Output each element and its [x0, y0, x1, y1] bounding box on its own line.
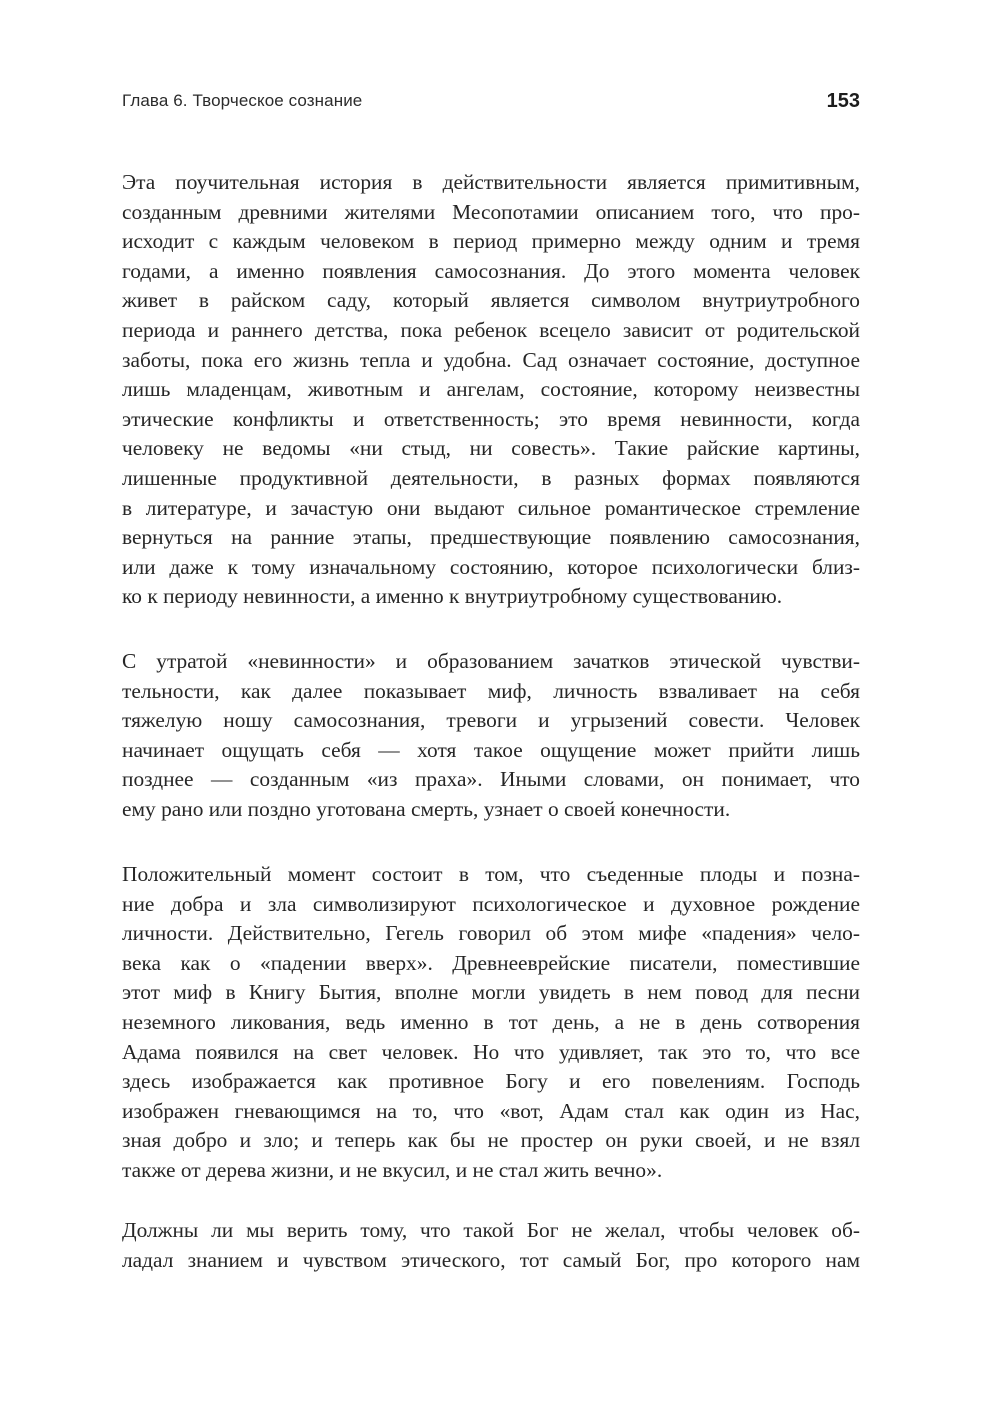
text-line: изображен гневающимся на то, что «вот, Адам стал как один из Нас,: [122, 1098, 860, 1123]
text-line: позднее — созданным «из праха». Иными словами, он понимает, что: [122, 767, 860, 792]
paragraph-1: [122, 168, 860, 612]
text-line: живет в райском саду, который является символом внутриутробного: [122, 288, 860, 313]
paragraph-4: [122, 1216, 860, 1275]
text-line: ему рано или поздно уготована смерть, узнает о своей конечности.: [122, 796, 731, 821]
text-line: тяжелую ношу самосознания, тревоги и угрызений совести. Человек: [122, 708, 860, 733]
text-line: Эта поучительная история в действительности является примитивным,: [122, 170, 860, 194]
text-line: периода и раннего детства, пока ребенок всецело зависит от родительской: [122, 317, 860, 342]
text-line: здесь изображается как противное Богу и его повелениям. Господь: [122, 1069, 860, 1094]
text-line: также от дерева жизни, и не вкусил, и не стал жить вечно».: [122, 1157, 663, 1182]
text-line: начинает ощущать себя — хотя такое ощущение может прийти лишь: [122, 737, 860, 762]
text-line: исходит с каждым человеком в период примерно между одним и тремя: [122, 229, 860, 254]
text-line: ние добра и зла символизируют психологическое и духовное рождение: [122, 891, 860, 916]
chapter-title: Глава 6. Творческое сознание: [122, 91, 363, 110]
text-line: неземного ликования, ведь именно в тот день, а не в день сотворения: [122, 1009, 860, 1034]
text-line: этот миф в Книгу Бытия, вполне могли увидеть в нем повод для песни: [122, 980, 860, 1005]
text-line: зная добро и зло; и теперь как бы не простер он руки своей, и не взял: [122, 1128, 860, 1153]
text-line: годами, а именно появления самосознания. До этого момента человек: [122, 258, 860, 283]
text-line: человеку не ведомы «ни стыд, ни совесть». Такие райские картины,: [122, 436, 860, 461]
text-line: ко к периоду невинности, а именно к внутриутробному существованию.: [122, 584, 783, 609]
text-line: в литературе, и зачастую они выдают сильное романтическое стремление: [122, 495, 860, 520]
text-line: или даже к тому изначальному состоянию, которое психологически близ-: [122, 554, 860, 579]
text-line: ладал знанием и чувством этического, тот самый Бог, про которого нам: [122, 1247, 860, 1272]
text-line: созданным древними жителями Месопотамии описанием того, что про-: [122, 199, 860, 224]
text-line: лишенные продуктивной деятельности, в разных формах появляются: [122, 465, 860, 490]
page-number: 153: [826, 90, 860, 112]
text-line: тельности, как далее показывает миф, личность взваливает на себя: [122, 678, 860, 703]
text-line: личности. Действительно, Гегель говорил об этом мифе «падения» чело-: [122, 921, 860, 946]
text-line: Адама появился на свет человек. Но что удивляет, так это то, что все: [122, 1039, 860, 1064]
text-line: С утратой «невинности» и образованием зачатков этической чувстви-: [122, 649, 860, 673]
text-line: лишь младенцам, животным и ангелам, состояние, которому неизвестны: [122, 377, 860, 402]
running-header: [122, 86, 860, 116]
text-line: Положительный момент состоит в том, что съеденные плоды и позна-: [122, 862, 860, 886]
paragraph-2: [122, 647, 860, 825]
text-line: Должны ли мы верить тому, что такой Бог не желал, чтобы человек об-: [122, 1218, 860, 1242]
paragraph-3: [122, 860, 860, 1186]
text-line: этические конфликты и ответственность; это время невинности, когда: [122, 406, 860, 431]
text-line: века как о «падении вверх». Древнееврейские писатели, поместившие: [122, 950, 860, 975]
text-line: вернуться на ранние этапы, предшествующие появлению самосознания,: [122, 525, 860, 550]
text-line: заботы, пока его жизнь тепла и удобна. Сад означает состояние, доступное: [122, 347, 860, 372]
